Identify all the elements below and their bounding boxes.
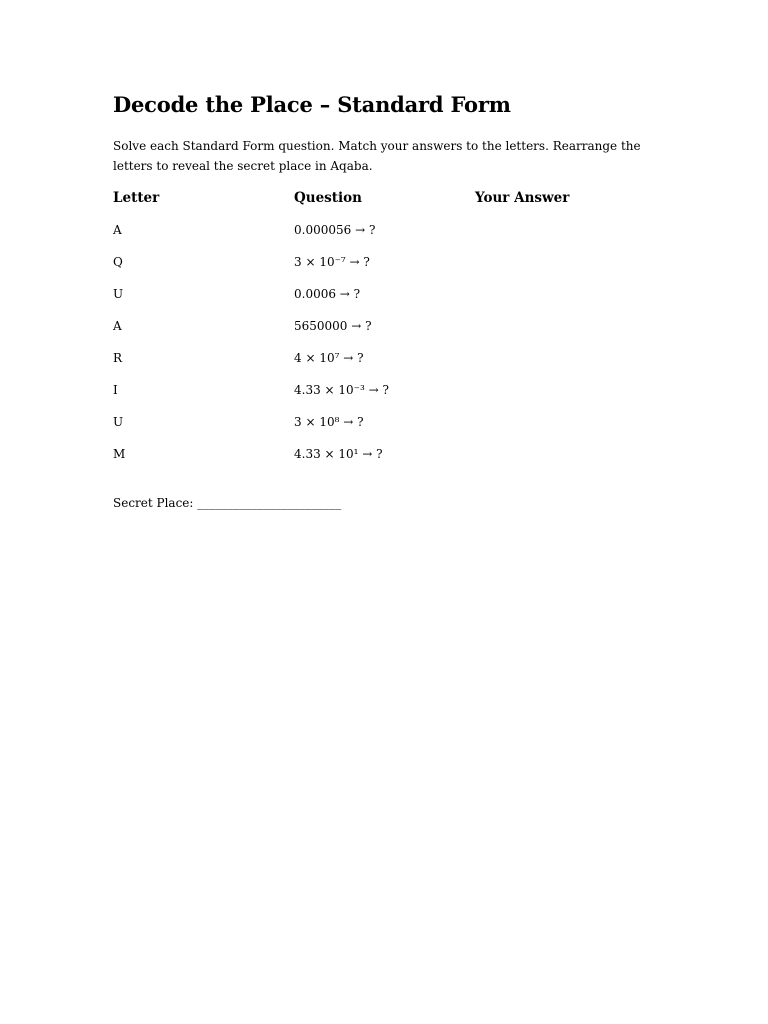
question-cell: 4.33 × 10¹ → ? <box>294 447 383 461</box>
questions-table <box>113 186 653 470</box>
table-row <box>113 346 653 378</box>
table-row <box>113 250 653 282</box>
letter-cell: A <box>113 319 122 333</box>
table-row <box>113 218 653 250</box>
letter-cell: U <box>113 415 124 429</box>
letter-cell: Q <box>113 255 123 269</box>
letter-cell: A <box>113 223 122 237</box>
question-cell: 5650000 → ? <box>294 319 372 333</box>
letter-cell: I <box>113 383 118 397</box>
instructions-text: Solve each Standard Form question. Match your answers to the letters. Rearrange the letters to reveal the secret place in Aqaba. <box>113 139 641 173</box>
question-cell: 3 × 10⁻⁷ → ? <box>294 255 370 269</box>
letter-cell: M <box>113 447 126 461</box>
table-row <box>113 410 653 442</box>
header-your-answer: Your Answer <box>475 190 570 206</box>
question-cell: 4 × 10⁷ → ? <box>294 351 364 365</box>
question-cell: 3 × 10⁸ → ? <box>294 415 364 429</box>
page-title: Decode the Place – Standard Form <box>113 92 511 117</box>
question-cell: 0.000056 → ? <box>294 223 376 237</box>
letter-cell: U <box>113 287 124 301</box>
question-cell: 4.33 × 10⁻³ → ? <box>294 383 389 397</box>
header-question: Question <box>294 190 362 206</box>
letter-cell: R <box>113 351 123 365</box>
table-row <box>113 442 653 474</box>
question-cell: 0.0006 → ? <box>294 287 361 301</box>
table-body <box>113 218 653 474</box>
table-header-row <box>113 186 653 214</box>
table-row <box>113 378 653 410</box>
header-letter: Letter <box>113 190 160 206</box>
table-row <box>113 314 653 346</box>
secret-place-line: Secret Place: ________________________ <box>113 496 342 510</box>
table-row <box>113 282 653 314</box>
